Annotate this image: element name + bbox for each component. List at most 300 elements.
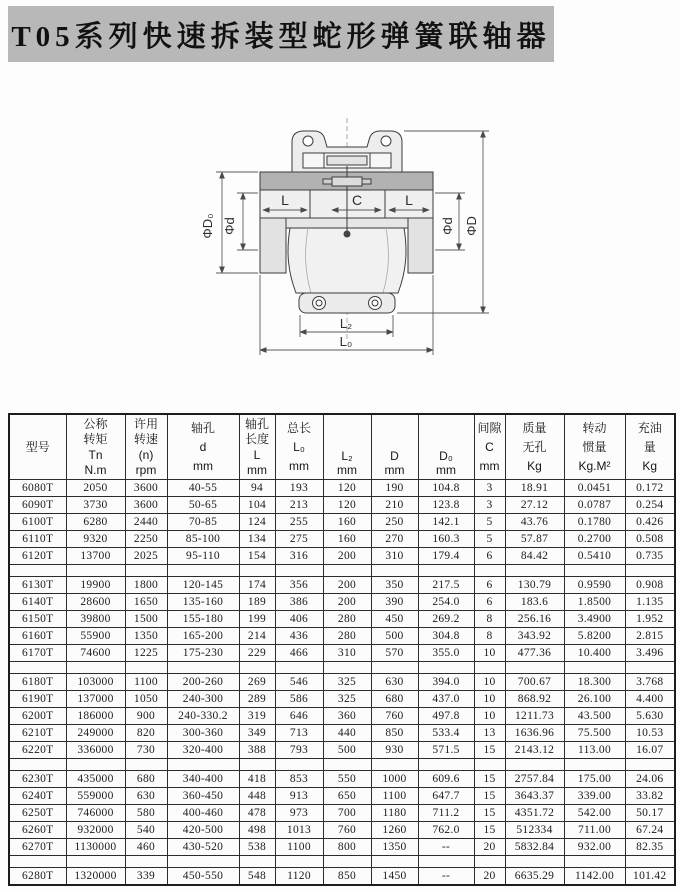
value-cell: 1013 (275, 822, 323, 839)
coupling-front-view (260, 118, 433, 342)
header-label: mm (289, 459, 309, 473)
value-cell: -- (418, 868, 474, 886)
value-cell: 570 (371, 645, 418, 662)
header-label: 转速 (133, 432, 158, 447)
separator-cell (564, 856, 625, 868)
separator-cell (625, 662, 675, 674)
header-label: 质量 (522, 421, 547, 435)
value-cell: 913 (275, 788, 323, 805)
header-label: 轴孔 (244, 417, 269, 432)
value-cell: 336000 (66, 742, 125, 759)
value-cell: 101.42 (625, 868, 675, 886)
header-label: 量 (643, 440, 656, 454)
model-cell: 6270T (9, 839, 66, 856)
col-header-bore (167, 414, 239, 480)
value-cell: 270 (371, 531, 418, 548)
col-header-speed (125, 414, 167, 480)
header-label: D (390, 449, 399, 463)
value-cell: 310 (371, 548, 418, 565)
value-cell: 1180 (371, 805, 418, 822)
value-cell: 10 (474, 645, 505, 662)
separator-cell (9, 565, 66, 577)
value-cell: 546 (275, 674, 323, 691)
value-cell: 5 (474, 531, 505, 548)
value-cell: 74600 (66, 645, 125, 662)
separator-cell (474, 759, 505, 771)
value-cell: 418 (239, 771, 275, 788)
value-cell: 165-200 (167, 628, 239, 645)
table-row-6170T (9, 645, 675, 662)
value-cell: 10.400 (564, 645, 625, 662)
separator-cell (474, 856, 505, 868)
value-cell: 40-55 (167, 480, 239, 497)
value-cell: 325 (323, 691, 371, 708)
model-cell: 6230T (9, 771, 66, 788)
table-row-6190T (9, 691, 675, 708)
value-cell: 15 (474, 788, 505, 805)
value-cell: 0.735 (625, 548, 675, 565)
value-cell: 435000 (66, 771, 125, 788)
dim-label-L-left: L (281, 192, 289, 208)
value-cell: 0.426 (625, 514, 675, 531)
table-row-6150T (9, 611, 675, 628)
value-cell: 793 (275, 742, 323, 759)
separator-cell (167, 662, 239, 674)
value-cell: 3643.37 (505, 788, 564, 805)
header-label: 总长 (286, 421, 311, 435)
value-cell: 1260 (371, 822, 418, 839)
value-cell: 214 (239, 628, 275, 645)
value-cell: 0.9590 (564, 577, 625, 594)
value-cell: 8 (474, 628, 505, 645)
value-cell: 386 (275, 594, 323, 611)
value-cell: 500 (323, 742, 371, 759)
value-cell: 325 (323, 674, 371, 691)
header-row (9, 414, 675, 480)
value-cell: 5832.84 (505, 839, 564, 856)
table-row-6260T (9, 822, 675, 839)
value-cell: 124 (239, 514, 275, 531)
value-cell: 240-300 (167, 691, 239, 708)
value-cell: 183.6 (505, 594, 564, 611)
value-cell: 160.3 (418, 531, 474, 548)
value-cell: 355.0 (418, 645, 474, 662)
header-label: Kg (527, 459, 542, 473)
value-cell: 2.815 (625, 628, 675, 645)
header-label: (n) (138, 447, 154, 462)
value-cell: 190 (371, 480, 418, 497)
value-cell: 932.00 (564, 839, 625, 856)
value-cell: 1350 (125, 628, 167, 645)
col-header-D0 (418, 414, 474, 480)
value-cell: 104 (239, 497, 275, 514)
value-cell: 2440 (125, 514, 167, 531)
value-cell: 43.500 (564, 708, 625, 725)
value-cell: 4.400 (625, 691, 675, 708)
separator-cell (275, 565, 323, 577)
separator-cell (323, 565, 371, 577)
model-cell: 6250T (9, 805, 66, 822)
value-cell: 713 (275, 725, 323, 742)
value-cell: 930 (371, 742, 418, 759)
table-row-6230T (9, 771, 675, 788)
separator-cell (564, 565, 625, 577)
header-label: 转动 (582, 421, 607, 435)
value-cell: 436 (275, 628, 323, 645)
value-cell: 16.07 (625, 742, 675, 759)
value-cell: 0.1780 (564, 514, 625, 531)
value-cell: 155-180 (167, 611, 239, 628)
group-separator-row (9, 565, 675, 577)
header-label: 型号 (25, 440, 50, 454)
col-header-mass (505, 414, 564, 480)
separator-cell (625, 759, 675, 771)
model-cell: 6170T (9, 645, 66, 662)
value-cell: 711.00 (564, 822, 625, 839)
separator-cell (275, 759, 323, 771)
value-cell: 120 (323, 480, 371, 497)
value-cell: 15 (474, 742, 505, 759)
value-cell: 193 (275, 480, 323, 497)
table-row-6180T (9, 674, 675, 691)
value-cell: 15 (474, 805, 505, 822)
header-label: Tn (88, 447, 103, 462)
model-cell: 6200T (9, 708, 66, 725)
dim-label-phi-D: ΦD (464, 216, 479, 236)
value-cell: 210 (371, 497, 418, 514)
value-cell: 1100 (371, 788, 418, 805)
col-header-model (9, 414, 66, 480)
value-cell: 339.00 (564, 788, 625, 805)
value-cell: 1.952 (625, 611, 675, 628)
value-cell: 2143.12 (505, 742, 564, 759)
header-label: mm (436, 463, 456, 477)
value-cell: 179.4 (418, 548, 474, 565)
value-cell: 3 (474, 480, 505, 497)
value-cell: 800 (323, 839, 371, 856)
value-cell: 269.2 (418, 611, 474, 628)
hub-right (408, 218, 433, 273)
value-cell: 19900 (66, 577, 125, 594)
separator-cell (239, 856, 275, 868)
model-cell: 6280T (9, 868, 66, 886)
header-label: mm (193, 459, 213, 473)
value-cell: 700 (323, 805, 371, 822)
value-cell: 15 (474, 771, 505, 788)
value-cell: 256.16 (505, 611, 564, 628)
table-row-6270T (9, 839, 675, 856)
value-cell: 13 (474, 725, 505, 742)
value-cell: 134 (239, 531, 275, 548)
value-cell: 680 (125, 771, 167, 788)
value-cell: 137000 (66, 691, 125, 708)
value-cell: 20 (474, 868, 505, 886)
header-label: rpm (135, 462, 157, 477)
col-header-gap (474, 414, 505, 480)
value-cell: 254.0 (418, 594, 474, 611)
table-row-6130T (9, 577, 675, 594)
model-cell: 6160T (9, 628, 66, 645)
model-cell: 6110T (9, 531, 66, 548)
value-cell: 900 (125, 708, 167, 725)
header-label: L (253, 447, 261, 462)
value-cell: 760 (371, 708, 418, 725)
value-cell: 1500 (125, 611, 167, 628)
value-cell: 390 (371, 594, 418, 611)
separator-cell (125, 565, 167, 577)
separator-cell (418, 565, 474, 577)
header-label: mm (479, 459, 500, 473)
value-cell: 3730 (66, 497, 125, 514)
value-cell: 6280 (66, 514, 125, 531)
separator-cell (418, 856, 474, 868)
flange-hole-left (303, 136, 313, 146)
value-cell: 932000 (66, 822, 125, 839)
value-cell: 249000 (66, 725, 125, 742)
separator-cell (418, 662, 474, 674)
header-label: mm (337, 463, 357, 477)
col-header-torque (66, 414, 125, 480)
value-cell: 304.8 (418, 628, 474, 645)
value-cell: 300-360 (167, 725, 239, 742)
value-cell: 28600 (66, 594, 125, 611)
value-cell: 343.92 (505, 628, 564, 645)
value-cell: 84.42 (505, 548, 564, 565)
value-cell: 349 (239, 725, 275, 742)
value-cell: 135-160 (167, 594, 239, 611)
header-label: D₀ (439, 449, 453, 463)
model-cell: 6080T (9, 480, 66, 497)
value-cell: 27.12 (505, 497, 564, 514)
value-cell: 762.0 (418, 822, 474, 839)
value-cell: 868.92 (505, 691, 564, 708)
value-cell: 160 (323, 514, 371, 531)
value-cell: 175-230 (167, 645, 239, 662)
spec-table (8, 413, 676, 886)
value-cell: 1450 (371, 868, 418, 886)
header-label: d (199, 440, 207, 454)
value-cell: 853 (275, 771, 323, 788)
value-cell: 217.5 (418, 577, 474, 594)
value-cell: 10 (474, 674, 505, 691)
value-cell: 540 (125, 822, 167, 839)
model-cell: 6090T (9, 497, 66, 514)
value-cell: 6 (474, 577, 505, 594)
value-cell: 316 (275, 548, 323, 565)
model-cell: 6130T (9, 577, 66, 594)
value-cell: 2757.84 (505, 771, 564, 788)
table-row-6220T (9, 742, 675, 759)
value-cell: 533.4 (418, 725, 474, 742)
value-cell: 175.00 (564, 771, 625, 788)
value-cell: 711.2 (418, 805, 474, 822)
header-label: 公称 (83, 417, 108, 432)
separator-cell (66, 856, 125, 868)
value-cell: 3 (474, 497, 505, 514)
value-cell: 1320000 (66, 868, 125, 886)
separator-cell (167, 759, 239, 771)
model-cell: 6140T (9, 594, 66, 611)
value-cell: 400-460 (167, 805, 239, 822)
header-label: 转矩 (83, 432, 108, 447)
header-label: L₂ (341, 449, 353, 463)
separator-cell (66, 662, 125, 674)
value-cell: 466 (275, 645, 323, 662)
table-row-6080T (9, 480, 675, 497)
value-cell: 0.908 (625, 577, 675, 594)
table-row-6210T (9, 725, 675, 742)
value-cell: 1120 (275, 868, 323, 886)
value-cell: 4351.72 (505, 805, 564, 822)
separator-cell (371, 856, 418, 868)
bolt-hole-left (313, 297, 326, 310)
header-label: N.m (84, 462, 107, 477)
header-label: 间隙 (477, 421, 502, 435)
value-cell: 0.508 (625, 531, 675, 548)
value-cell: 647.7 (418, 788, 474, 805)
separator-cell (66, 565, 125, 577)
col-header-D (371, 414, 418, 480)
value-cell: 548 (239, 868, 275, 886)
header-label: mm (384, 463, 405, 477)
value-cell: 1000 (371, 771, 418, 788)
value-cell: 478 (239, 805, 275, 822)
value-cell: 1225 (125, 645, 167, 662)
value-cell: 5.630 (625, 708, 675, 725)
separator-cell (625, 565, 675, 577)
value-cell: 6 (474, 548, 505, 565)
col-header-total-length (275, 414, 323, 480)
separator-cell (167, 565, 239, 577)
value-cell: 50-65 (167, 497, 239, 514)
group-separator-row (9, 662, 675, 674)
separator-cell (167, 856, 239, 868)
value-cell: 67.24 (625, 822, 675, 839)
value-cell: 240-330.2 (167, 708, 239, 725)
table-row-6250T (9, 805, 675, 822)
value-cell: 460 (125, 839, 167, 856)
value-cell: 3.768 (625, 674, 675, 691)
value-cell: 650 (323, 788, 371, 805)
header-label: C (485, 440, 494, 454)
hub-left (260, 218, 286, 273)
value-cell: 280 (323, 628, 371, 645)
separator-cell (125, 662, 167, 674)
value-cell: 388 (239, 742, 275, 759)
value-cell: 319 (239, 708, 275, 725)
value-cell: 199 (239, 611, 275, 628)
value-cell: 0.0451 (564, 480, 625, 497)
value-cell: 103000 (66, 674, 125, 691)
value-cell: 420-500 (167, 822, 239, 839)
col-header-bore-length (239, 414, 275, 480)
value-cell: 440 (323, 725, 371, 742)
value-cell: 1350 (371, 839, 418, 856)
dim-label-L2: L₂ (339, 316, 353, 331)
value-cell: 360 (323, 708, 371, 725)
value-cell: 5.8200 (564, 628, 625, 645)
value-cell: 275 (275, 531, 323, 548)
value-cell: 250 (371, 514, 418, 531)
separator-cell (275, 856, 323, 868)
group-separator-row (9, 759, 675, 771)
value-cell: 24.06 (625, 771, 675, 788)
value-cell: 10 (474, 691, 505, 708)
separator-cell (125, 759, 167, 771)
value-cell: 13700 (66, 548, 125, 565)
value-cell: 1100 (125, 674, 167, 691)
value-cell: 498 (239, 822, 275, 839)
separator-cell (625, 856, 675, 868)
value-cell: 477.36 (505, 645, 564, 662)
value-cell: 43.76 (505, 514, 564, 531)
separator-cell (239, 759, 275, 771)
separator-cell (9, 856, 66, 868)
separator-cell (564, 759, 625, 771)
model-cell: 6120T (9, 548, 66, 565)
separator-cell (9, 759, 66, 771)
value-cell: 9320 (66, 531, 125, 548)
value-cell: 70-85 (167, 514, 239, 531)
page-title: T05系列快速拆装型蛇形弹簧联轴器 (8, 6, 554, 62)
model-cell: 6190T (9, 691, 66, 708)
dim-label-phi-D0: ΦD₀ (200, 213, 215, 239)
value-cell: 850 (371, 725, 418, 742)
header-label: 长度 (244, 432, 269, 447)
value-cell: 437.0 (418, 691, 474, 708)
value-cell: 57.87 (505, 531, 564, 548)
value-cell: 1.135 (625, 594, 675, 611)
value-cell: 1050 (125, 691, 167, 708)
value-cell: 310 (323, 645, 371, 662)
table-row-6280T (9, 868, 675, 886)
value-cell: 120 (323, 497, 371, 514)
value-cell: 850 (323, 868, 371, 886)
value-cell: 730 (125, 742, 167, 759)
header-label: 许用 (133, 417, 158, 432)
value-cell: 559000 (66, 788, 125, 805)
value-cell: 200-260 (167, 674, 239, 691)
value-cell: 33.82 (625, 788, 675, 805)
separator-cell (474, 662, 505, 674)
value-cell: 1211.73 (505, 708, 564, 725)
table-row-6140T (9, 594, 675, 611)
value-cell: 142.1 (418, 514, 474, 531)
table-row-6160T (9, 628, 675, 645)
value-cell: 630 (125, 788, 167, 805)
dim-label-L0: L₀ (339, 334, 353, 349)
value-cell: 700.67 (505, 674, 564, 691)
separator-cell (323, 662, 371, 674)
value-cell: 360-450 (167, 788, 239, 805)
separator-cell (418, 759, 474, 771)
header-label: L₀ (293, 440, 305, 454)
value-cell: 154 (239, 548, 275, 565)
value-cell: 580 (125, 805, 167, 822)
value-cell: 356 (275, 577, 323, 594)
value-cell: 646 (275, 708, 323, 725)
separator-cell (239, 565, 275, 577)
header-label: 无孔 (522, 440, 547, 454)
value-cell: 18.91 (505, 480, 564, 497)
value-cell: 542.00 (564, 805, 625, 822)
separator-cell (474, 565, 505, 577)
table-row-6120T (9, 548, 675, 565)
value-cell: 320-400 (167, 742, 239, 759)
value-cell: 760 (323, 822, 371, 839)
value-cell: 186000 (66, 708, 125, 725)
value-cell: 609.6 (418, 771, 474, 788)
